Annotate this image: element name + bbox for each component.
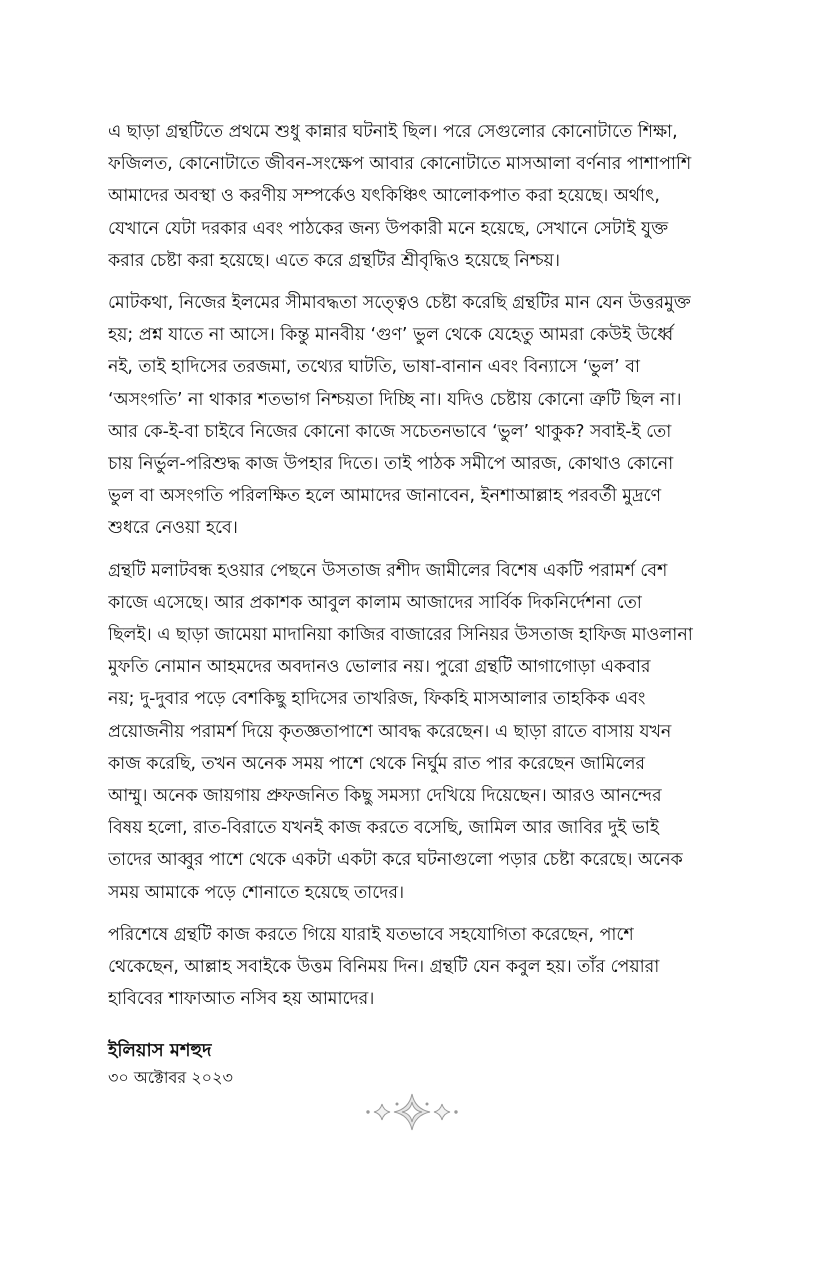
text-line: ছিলই। এ ছাড়া জামেয়া মাদানিয়া কাজির বাজারের সিনিয়র উসতাজ হাফিজ মাওলানা	[108, 625, 693, 646]
diamond-star-ornament-icon	[362, 1092, 462, 1132]
document-body	[108, 116, 718, 1091]
signature-date: ৩০ অক্টোবর ২০২৩	[108, 1068, 233, 1088]
text-line: আম্মু। অনেক জায়গায় প্রুফজনিত কিছু সমস্যা দেখিয়ে দিয়েছেন। আরও আনন্দের	[108, 786, 662, 807]
text-line: পরিশেষে গ্রন্থটি কাজ করতে গিয়ে যারাই যতভাবে সহযোগিতা করেছেন, পাশে	[108, 924, 634, 945]
text-line: চায় নির্ভুল-পরিশুদ্ধ কাজ উপহার দিতে। তাই পাঠক সমীপে আরজ, কোথাও কোনো	[108, 454, 674, 475]
text-line: করার চেষ্টা করা হয়েছে। এতে করে গ্রন্থটির শ্রীবৃদ্ধিও হয়েছে নিশ্চয়।	[108, 250, 560, 271]
text-line: সময় আমাকে পড়ে শোনাতে হয়েছে তাদের।	[108, 882, 405, 903]
text-line: ফজিলত, কোনোটাতে জীবন-সংক্ষেপ আবার কোনোটাতে মাসআলা বর্ণনার পাশাপাশি	[108, 154, 692, 175]
text-line: ‘অসংগতি’ না থাকার শতভাগ নিশ্চয়তা দিচ্ছি না। যদিও চেষ্টায় কোনো ত্রুটি ছিল না।	[108, 389, 682, 410]
text-line: হয়; প্রশ্ন যাতে না আসে। কিন্তু মানবীয় ‘গুণ’ ভুল থেকে যেহেতু আমরা কেউই উর্ধ্বে	[108, 325, 674, 346]
paragraph-4	[108, 919, 718, 1016]
paragraph-1	[108, 116, 718, 277]
text-line: হাবিবের শাফাআত নসিব হয় আমাদের।	[108, 989, 375, 1010]
text-line: শুধরে নেওয়া হবে।	[108, 518, 238, 539]
text-line: আমাদের অবস্থা ও করণীয় সম্পর্কেও যৎকিঞ্চিৎ আলোকপাত করা হয়েছে। অর্থাৎ,	[108, 186, 660, 207]
text-line: এ ছাড়া গ্রন্থটিতে প্রথমে শুধু কান্নার ঘটনাই ছিল। পরে সেগুলোর কোনোটাতে শিক্ষা,	[108, 122, 678, 142]
text-line: থেকেছেন, আল্লাহ সবাইকে উত্তম বিনিময় দিন। গ্রন্থটি যেন কবুল হয়। তাঁর পেয়ারা	[108, 957, 660, 978]
text-line: যেখানে যেটা দরকার এবং পাঠকের জন্য উপকারী মনে হয়েছে, সেখানে সেটাই যুক্ত	[108, 218, 668, 239]
text-line: কাজে এসেছে। আর প্রকাশক আবুল কালাম আজাদের সার্বিক দিকনির্দেশনা তো	[108, 592, 642, 613]
text-line: গ্রন্থটি মলাটবন্ধ হওয়ার পেছনে উসতাজ রশীদ জামীলের বিশেষ একটি পরামর্শ বেশ	[108, 560, 668, 581]
text-line: কাজ করেছি, তখন অনেক সময় পাশে থেকে নির্ঘুম রাত পার করেছেন জামিলের	[108, 753, 645, 774]
text-line: তাদের আব্বুর পাশে থেকে একটা একটা করে ঘটনাগুলো পড়ার চেষ্টা করেছে। অনেক	[108, 850, 683, 871]
text-line: নই, তাই হাদিসের তরজমা, তথ্যের ঘাটতি, ভাষা-বানান এবং বিন্যাসে ‘ভুল’ বা	[108, 357, 640, 378]
text-line: মুফতি নোমান আহমদের অবদানও ভোলার নয়। পুরো গ্রন্থটি আগাগোড়া একবার	[108, 657, 651, 678]
text-line: মোটকথা, নিজের ইলমের সীমাবদ্ধতা সত্ত্বেও চেষ্টা করেছি গ্রন্থটির মান যেন উত্তরমুক্ত	[108, 293, 691, 314]
paragraph-2	[108, 287, 718, 545]
text-line: বিষয় হলো, রাত-বিরাতে যখনই কাজ করতে বসেছি, জামিল আর জাবির দুই ভাই	[108, 818, 659, 839]
text-line: প্রয়োজনীয় পরামর্শ দিয়ে কৃতজ্ঞতাপাশে আবদ্ধ করেছেন। এ ছাড়া রাতে বাসায় যখন	[108, 721, 672, 742]
author-name: ইলিয়াস মশহুদ	[108, 1040, 212, 1062]
signature-block	[108, 1037, 718, 1091]
text-line: আর কে-ই-বা চাইবে নিজের কোনো কাজে সচেতনভাবে ‘ভুল’ থাকুক? সবাই-ই তো	[108, 421, 672, 442]
text-line: ভুল বা অসংগতি পরিলক্ষিত হলে আমাদের জানাবেন, ইনশাআল্লাহ পরবর্তী মুদ্রণে	[108, 486, 662, 507]
text-line: নয়; দু-দুবার পড়ে বেশকিছু হাদিসের তাখরিজ, ফিকহি মাসআলার তাহকিক এবং	[108, 689, 646, 710]
paragraph-3	[108, 555, 718, 909]
